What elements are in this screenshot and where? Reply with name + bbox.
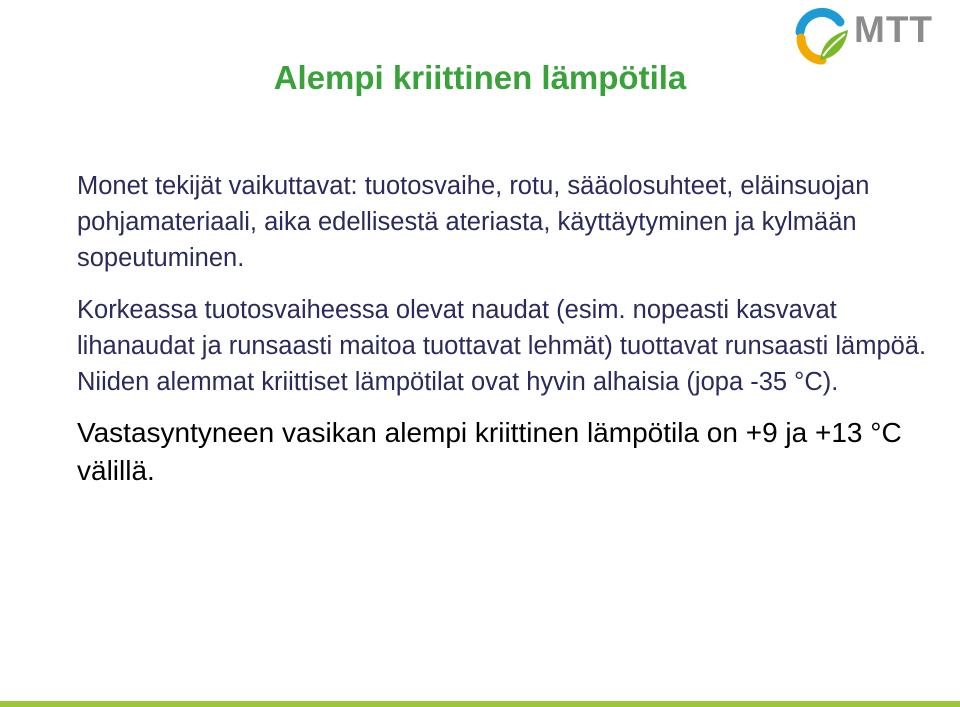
slide-body [77,168,927,490]
paragraph-newborn-calf: Vastasyntyneen vasikan alempi kriittinen lämpötila on +9 ja +13 °C välillä. [77,417,902,486]
paragraph-high-production: Korkeassa tuotosvaiheessa olevat naudat (esim. nopeasti kasvavat lihanaudat ja runsaasti maitoa tuottavat lehmät) tuottavat runsaasti lämpöä. Niiden alemmat kriittiset lämpötilat ovat hyvin alhaisia (jopa -35 °C). [77,296,927,396]
logo-text: MTT [854,9,934,50]
paragraph-factors: Monet tekijät vaikuttavat: tuotosvaihe, rotu, sääolosuhteet, eläinsuojan pohjamateriaali, aika edellisestä ateriasta, käyttäytyminen ja kylmään sopeutuminen. [77,172,870,272]
slide-title: Alempi kriittinen lämpötila [273,59,687,96]
bottom-accent-bar [0,701,960,707]
